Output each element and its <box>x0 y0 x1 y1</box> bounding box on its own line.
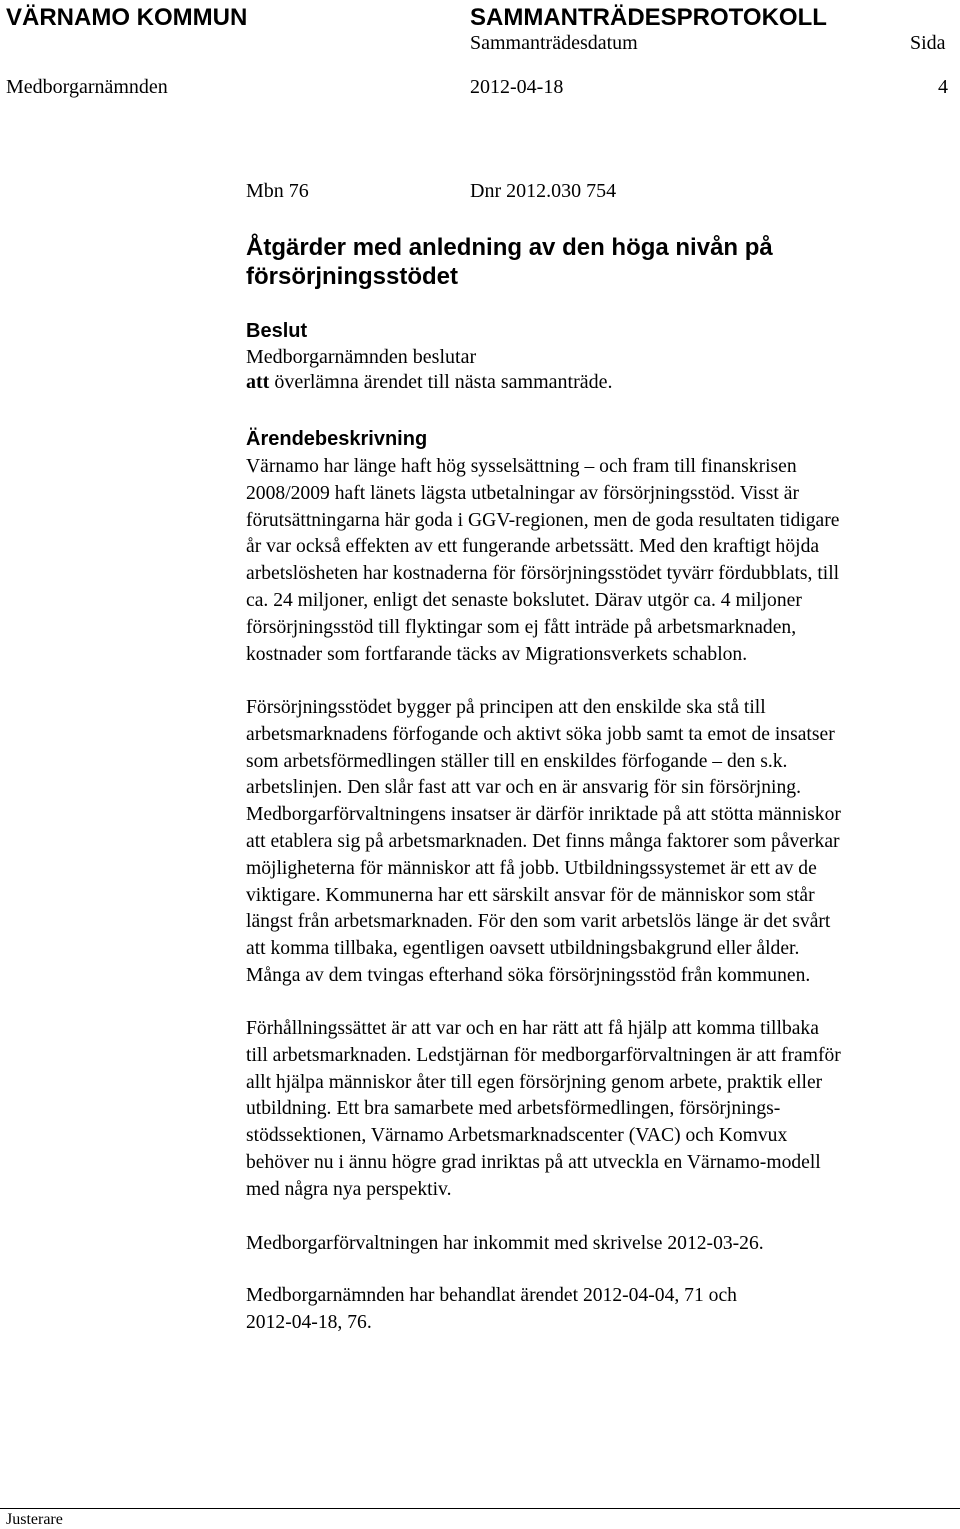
text-line: 2012-04-18, 76. <box>246 1311 372 1333</box>
text-line: till arbetsmarknaden. Ledstjärnan för medborgarförvaltningen är att framför <box>246 1044 841 1066</box>
footer-divider <box>0 1508 960 1509</box>
text-line: Förhållningssättet är att var och en har rätt att få hjälp att komma tillbaka <box>246 1018 819 1039</box>
text-line: Värnamo har länge haft hög sysselsättning – och fram till finanskrisen <box>246 456 797 477</box>
text-line: arbetslösheten har kostnaderna för försörjningsstödet tyvärr fördubblats, till <box>246 563 840 585</box>
paragraph-reference: Mbn 76 <box>246 180 309 202</box>
committee-name: Medborgarnämnden <box>6 76 168 98</box>
case-title-line: försörjningsstödet <box>246 263 459 290</box>
text-line: stödssektionen, Värnamo Arbetsmarknadscenter (VAC) och Komvux <box>246 1125 788 1147</box>
text-line: försörjningsstöd till flyktingar som ej fått inträde på arbetsmarknaden, <box>246 616 797 638</box>
decision-intro: Medborgarnämnden beslutar <box>246 346 477 368</box>
adjuster-label: Justerare <box>6 1511 63 1528</box>
text-line: arbetslinjen. Den slår fast att var och en är ansvarig för sin försörjning. <box>246 777 801 799</box>
case-title <box>246 233 773 291</box>
paragraph-approach <box>246 1016 958 1204</box>
text-line: med några nya perspektiv. <box>246 1178 452 1200</box>
text-line: ca. 24 miljoner, enligt det senaste bokslutet. Därav utgör ca. 4 miljoner <box>246 589 802 611</box>
municipality-name: VÄRNAMO KOMMUN <box>6 4 248 31</box>
text-line: längst från arbetsmarknaden. För den som varit arbetslös länge är det svårt <box>246 911 831 933</box>
text-line: Medborgarförvaltningens insatser är därför inriktade på att stötta människor <box>246 804 841 826</box>
diary-number: Dnr 2012.030 754 <box>470 180 617 202</box>
text-line: som arbetsförmedlingen ställer till en enskildes förfogande – den s.k. <box>246 750 788 772</box>
decision-text <box>246 371 613 394</box>
text-line: förutsättningarna här goda i GGV-regionen, men de goda resultaten tidigare <box>246 509 840 531</box>
meeting-date: 2012-04-18 <box>470 76 564 98</box>
text-line: möjligheterna för människor att få jobb. Utbildningssystemet är ett av de <box>246 857 817 879</box>
text-line: viktigare. Kommunerna har ett särskilt ansvar för de människor som står <box>246 884 815 906</box>
text-line: 2008/2009 haft länets lägsta utbetalningar av försörjningsstöd. Visst är <box>246 482 799 504</box>
text-line: utbildning. Ett bra samarbete med arbetsförmedlingen, försörjnings- <box>246 1098 781 1120</box>
page-label: Sida <box>910 32 946 54</box>
decision-clause: överlämna ärendet till nästa sammanträde. <box>269 371 613 393</box>
case-description-heading: Ärendebeskrivning <box>246 428 428 450</box>
text-line: att komma tillbaka, egentligen oavsett utbildningsbakgrund eller ålder. <box>246 938 800 960</box>
document-type: SAMMANTRÄDESPROTOKOLL <box>470 4 827 31</box>
att-keyword: att <box>246 371 270 393</box>
text-line: arbetsmarknadens förfogande och aktivt söka jobb samt ta emot de insatser <box>246 723 835 745</box>
meeting-date-label: Sammanträdesdatum <box>470 32 638 54</box>
text-line: Försörjningsstödet bygger på principen att den enskilde ska stå till <box>246 697 766 718</box>
text-line: kostnader som fortfarande täcks av Migrationsverkets schablon. <box>246 643 748 665</box>
text-line: Många av dem tvingas efterhand söka försörjningsstöd från kommunen. <box>246 964 811 986</box>
page-number: 4 <box>938 76 948 98</box>
paragraph-background <box>246 454 958 668</box>
text-line: allt hjälpa människor åter till egen försörjning genom arbete, praktik eller <box>246 1071 823 1093</box>
text-line: att etablera sig på arbetsmarknaden. Det finns många faktorer som påverkar <box>246 830 840 852</box>
case-title-line: Åtgärder med anledning av den höga nivån på <box>246 234 773 261</box>
text-line: år var också effekten av ett fungerande arbetssätt. Med den kraftigt höjda <box>246 536 820 558</box>
paragraph-submission <box>246 1231 958 1258</box>
decision-heading: Beslut <box>246 320 308 342</box>
text-line: Medborgarförvaltningen har inkommit med skrivelse 2012-03-26. <box>246 1233 764 1254</box>
paragraph-principle <box>246 695 958 990</box>
text-line: Medborgarnämnden har behandlat ärendet 2012-04-04, 71 och <box>246 1285 737 1306</box>
paragraph-handling <box>246 1283 958 1337</box>
text-line: behöver nu i ännu högre grad inriktas på att utveckla en Värnamo-modell <box>246 1151 821 1173</box>
